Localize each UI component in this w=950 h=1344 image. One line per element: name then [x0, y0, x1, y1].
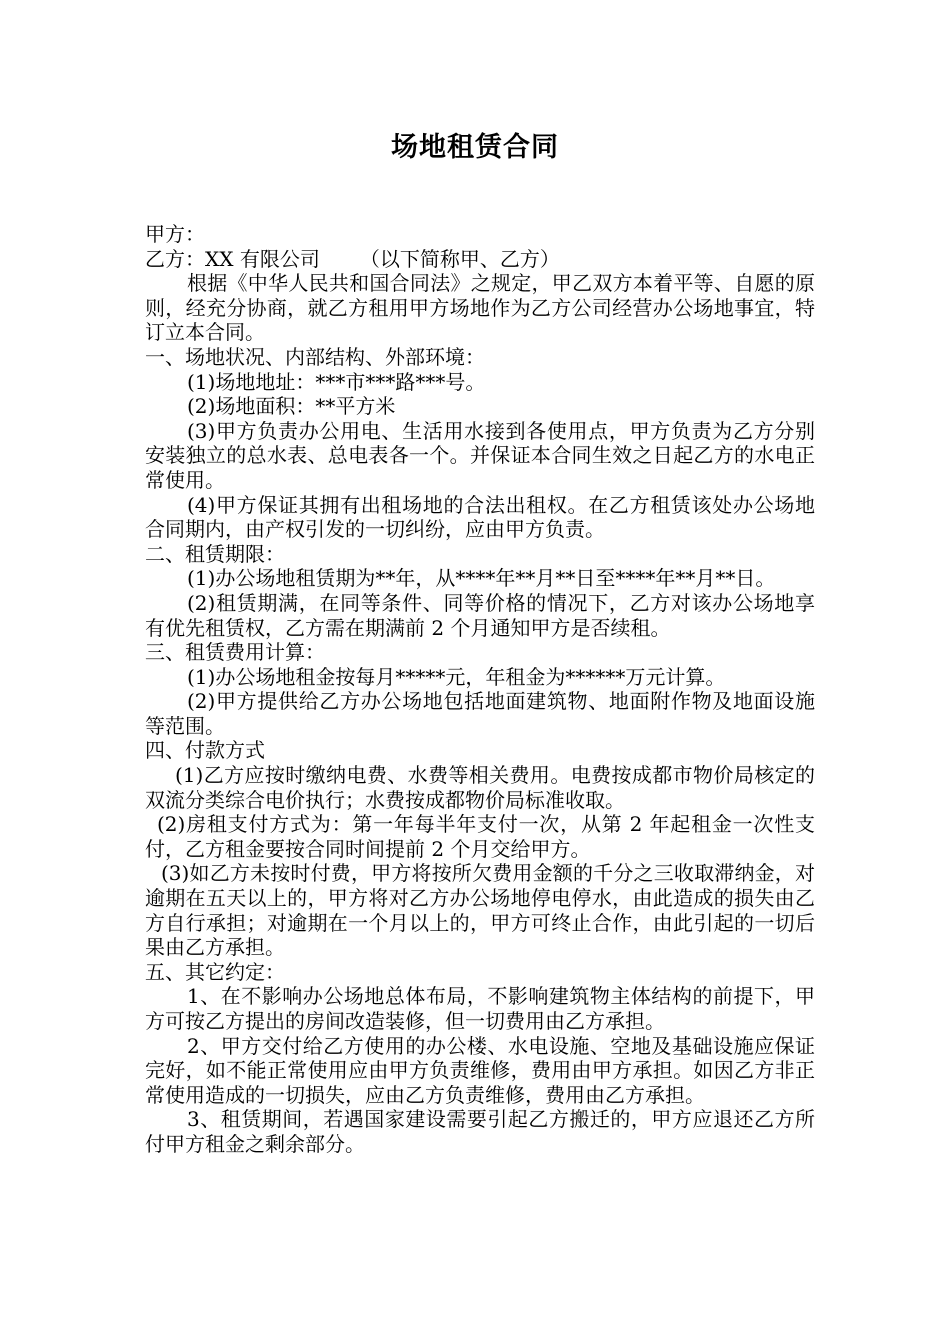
section-5-item-3: 3、租赁期间，若遇国家建设需要引起乙方搬迁的，甲方应退还乙方所付甲方租金之剩余部分。	[145, 1107, 815, 1156]
section-2-heading: 二、租赁期限：	[145, 541, 285, 566]
section-4-item-2: (2)房租支付方式为：第一年每半年支付一次，从第 2 年起租金一次性支付，乙方租金要按合同时间提前 2 个月交给甲方。	[145, 812, 815, 861]
document-body	[145, 222, 815, 1157]
preamble-paragraph: 根据《中华人民共和国合同法》之规定，甲乙双方本着平等、自愿的原则，经充分协商，就乙方租用甲方场地作为乙方公司经营办公场地事宜，特订立本合同。	[145, 271, 815, 345]
party-b-line	[145, 247, 815, 272]
section-1-item-4: (4)甲方保证其拥有出租场地的合法出租权。在乙方租赁该处办公场地合同期内，由产权引发的一切纠纷，应由甲方负责。	[145, 492, 815, 542]
document-title: 场地租赁合同	[391, 132, 559, 163]
section-4-heading: 四、付款方式	[145, 738, 265, 763]
section-5-item-2: 2、甲方交付给乙方使用的办公楼、水电设施、空地及基础设施应保证完好，如不能正常使用应由甲方负责维修，费用由甲方承担。如因乙方非正常使用造成的一切损失，应由乙方负责维修，费用由乙方承担。	[145, 1033, 815, 1107]
section-2-item-2: (2)租赁期满，在同等条件、同等价格的情况下，乙方对该办公场地享有优先租赁权，乙方需在期满前 2 个月通知甲方是否续租。	[145, 590, 815, 640]
section-3-item-1: (1)办公场地租金按每月*****元，年租金为******万元计算。	[187, 664, 726, 689]
party-a-line: 甲方：	[145, 222, 205, 246]
section-1-item-3: (3)甲方负责办公用电、生活用水接到各使用点，甲方负责为乙方分别安装独立的总水表、总电表各一个。并保证本合同生效之日起乙方的水电正常使用。	[145, 418, 815, 492]
party-note: （以下简称甲、乙方）	[359, 246, 560, 271]
section-1-heading: 一、场地状况、内部结构、外部环境：	[145, 344, 485, 369]
section-2-item-1: (1)办公场地租赁期为**年，从****年**月**日至****年**月**日。	[187, 566, 776, 591]
section-5-item-1: 1、在不影响办公场地总体布局，不影响建筑物主体结构的前提下，甲方可按乙方提出的房间改造装修，但一切费用由乙方承担。	[145, 984, 815, 1033]
section-3-item-2: (2)甲方提供给乙方办公场地包括地面建筑物、地面附作物及地面设施等范围。	[145, 689, 815, 738]
section-3-heading: 三、租赁费用计算：	[145, 640, 325, 665]
section-1-item-2: (2)场地面积：**平方米	[187, 394, 396, 419]
section-4-item-1: (1)乙方应按时缴纳电费、水费等相关费用。电费按成都市物价局核定的双流分类综合电价执行；水费按成都物价局标准收取。	[145, 763, 815, 812]
section-1-item-1: (1)场地地址：***市***路***号。	[187, 369, 486, 394]
section-5-heading: 五、其它约定：	[145, 959, 285, 984]
party-b-name: 乙方：XX 有限公司	[145, 246, 320, 271]
section-4-item-3: (3)如乙方未按时付费，甲方将按所欠费用金额的千分之三收取滞纳金，对逾期在五天以上的，甲方将对乙方办公场地停电停水，由此造成的损失由乙方自行承担；对逾期在一个月以上的，甲方可终止合作，由此引起的一切后果由乙方承担。	[145, 861, 815, 960]
